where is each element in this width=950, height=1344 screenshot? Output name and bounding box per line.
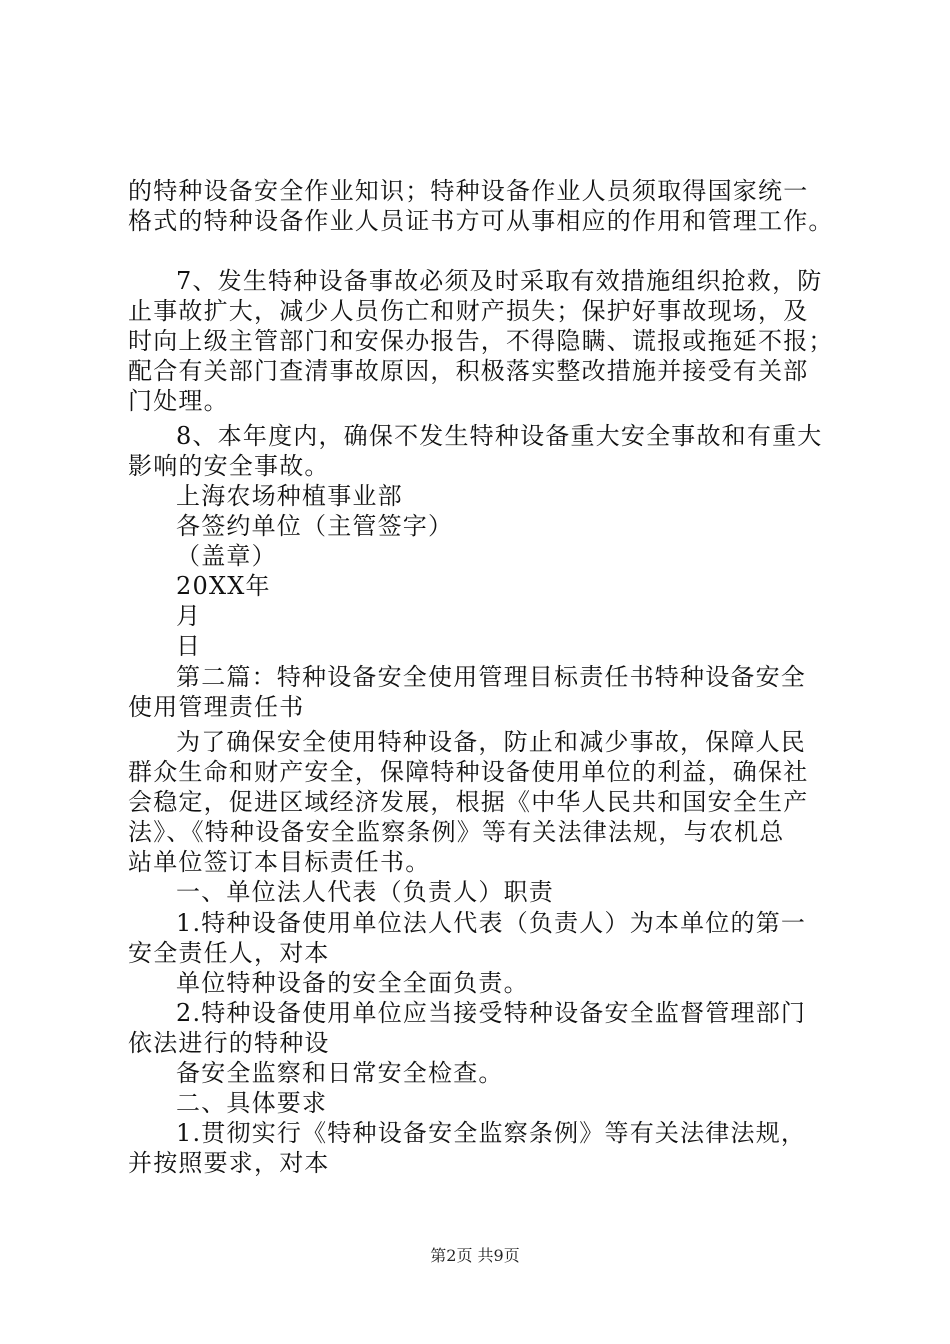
heading-line: 二、具体要求 <box>176 1089 328 1117</box>
body-line: 止事故扩大，减少人员伤亡和财产损失；保护好事故现场，及 <box>128 297 809 325</box>
body-line: 2.特种设备使用单位应当接受特种设备安全监督管理部门 <box>176 999 807 1027</box>
signature-year: 20XX年 <box>176 572 271 600</box>
body-line: 影响的安全事故。 <box>128 452 330 480</box>
body-line: 7、发生特种设备事故必须及时采取有效措施组织抢救，防 <box>176 267 823 295</box>
body-line: 站单位签订本目标责任书。 <box>128 848 431 876</box>
signature-org: 上海农场种植事业部 <box>176 482 403 510</box>
body-line: 安全责任人，对本 <box>128 939 330 967</box>
body-line: 时向上级主管部门和安保办报告，不得隐瞒、谎报或拖延不报； <box>128 327 834 355</box>
section-title: 第二篇：特种设备安全使用管理目标责任书特种设备安全 <box>176 663 806 691</box>
heading-line: 一、单位法人代表（负责人）职责 <box>176 878 554 906</box>
body-line: 并按照要求，对本 <box>128 1149 330 1177</box>
body-line: 格式的特种设备作业人员证书方可从事相应的作用和管理工作。 <box>128 207 834 235</box>
body-line: 法》、《特种设备安全监察条例》等有关法律法规，与农机总 <box>128 818 785 846</box>
body-line: 8、本年度内，确保不发生特种设备重大安全事故和有重大 <box>176 422 823 450</box>
body-line: 备安全监察和日常安全检查。 <box>176 1059 504 1087</box>
signature-month: 月 <box>176 602 202 630</box>
section-title: 使用管理责任书 <box>128 693 305 721</box>
body-line: 配合有关部门查清事故原因，积极落实整改措施并接受有关部 <box>128 357 809 385</box>
signature-seal: （盖章） <box>176 542 277 570</box>
signature-units: 各签约单位（主管签字） <box>176 512 454 540</box>
page-footer: 第2页 共9页 <box>430 1246 520 1265</box>
body-line: 会稳定，促进区域经济发展，根据《中华人民共和国安全生产 <box>128 788 809 816</box>
body-line: 的特种设备安全作业知识；特种设备作业人员须取得国家统一 <box>128 177 809 205</box>
body-line: 单位特种设备的安全全面负责。 <box>176 969 529 997</box>
body-line: 1.贯彻实行《特种设备安全监察条例》等有关法律法规， <box>176 1119 807 1147</box>
body-line: 依法进行的特种设 <box>128 1029 330 1057</box>
signature-day: 日 <box>176 632 202 660</box>
body-line: 为了确保安全使用特种设备，防止和减少事故，保障人民 <box>176 728 806 756</box>
body-line: 1.特种设备使用单位法人代表（负责人）为本单位的第一 <box>176 909 807 937</box>
body-line: 门处理。 <box>128 387 229 415</box>
body-line: 群众生命和财产安全，保障特种设备使用单位的利益，确保社 <box>128 758 809 786</box>
